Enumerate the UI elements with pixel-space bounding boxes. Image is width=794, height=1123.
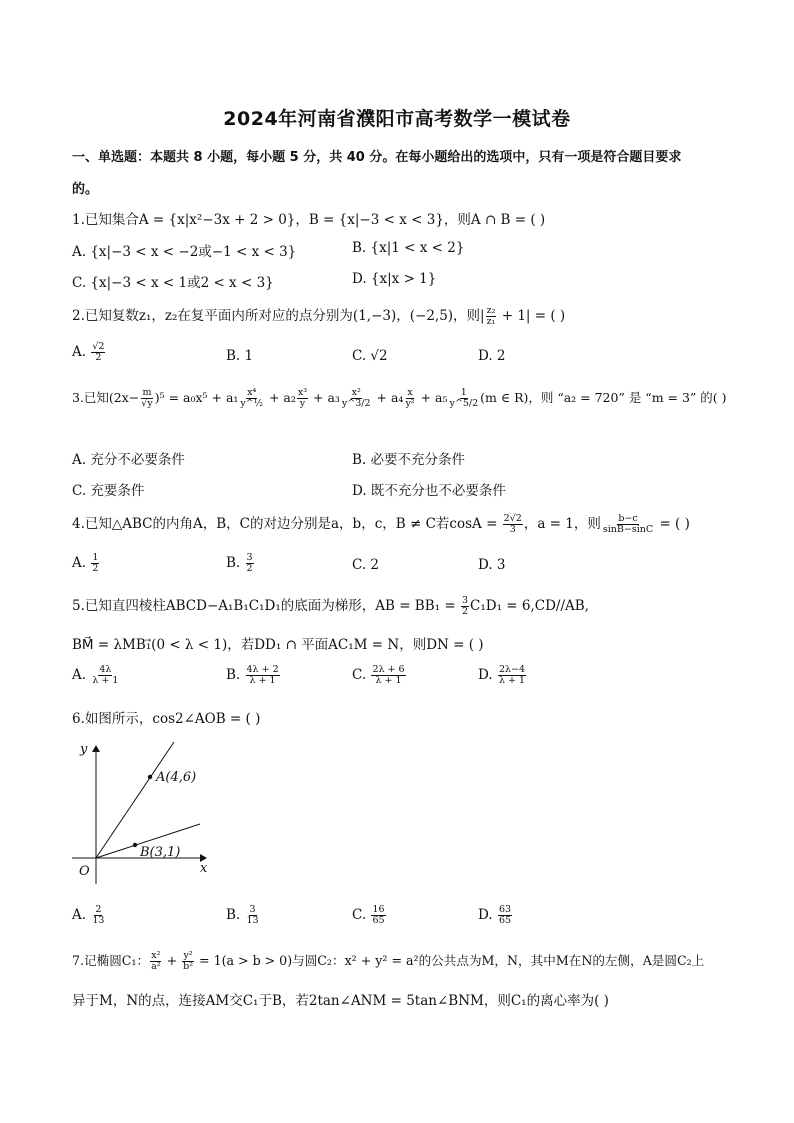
fraction-term-3: [341, 388, 372, 409]
question-4-option-d: D. 3: [478, 557, 506, 573]
question-3-stem: [72, 388, 727, 409]
question-7-part: +: [162, 953, 182, 968]
fraction-numerator: y²: [183, 950, 193, 961]
section-heading: 一、单选题：本题共 8 小题，每小题 5 分，共 40 分。在每小题给出的选项中，只有一项是符合题目要求: [72, 150, 682, 165]
fraction-denominator: λ + 1: [92, 675, 119, 686]
question-2-stem: [72, 304, 565, 327]
fraction-denominator: y²: [405, 398, 415, 409]
fraction-numerator: 3: [249, 904, 256, 915]
fraction-denominator: y: [299, 398, 306, 409]
option-fraction: [91, 665, 119, 686]
fraction-numerator: 4λ: [99, 664, 112, 675]
point-a: [148, 775, 152, 779]
fraction-denominator: y^5/2: [449, 398, 479, 409]
origin-label: O: [79, 864, 90, 879]
option-label: A.: [72, 907, 91, 923]
fraction-numerator: 2: [95, 904, 102, 915]
question-3-part: + a₂: [264, 390, 296, 405]
question-3-part: + a₄: [372, 390, 404, 405]
fraction-denominator: 2: [95, 352, 102, 363]
fraction-ratio: [602, 514, 654, 535]
option-fraction: [246, 553, 254, 574]
question-1-option-c: C. {x|−3 < x < 1或2 < x < 3}: [72, 275, 274, 291]
question-6-option-a: [72, 905, 106, 926]
question-4-part: 4.已知△ABC的内角A，B，C的对边分别是a，b，c，B ≠ C若cosA =: [72, 516, 502, 532]
fraction-numerator: 16: [372, 904, 385, 915]
question-2-option-b: B. 1: [226, 348, 254, 364]
question-1-stem: 1.已知集合A = {x|x²−3x + 2 > 0}，B = {x|−3 < x < 3}，则A ∩ B = ( ): [72, 212, 546, 228]
question-4-part: = ( ): [655, 516, 690, 532]
question-5-part: 5.已知直四棱柱ABCD−A₁B₁C₁D₁的底面为梯形，AB = BB₁ =: [72, 598, 460, 614]
fraction-cos-a: [503, 514, 523, 535]
fraction-denominator: √y: [141, 398, 153, 409]
question-3-option-d: D. 既不充分也不必要条件: [352, 483, 506, 499]
fraction-denominator: y^½: [240, 398, 263, 409]
fraction-denominator: λ + 1: [249, 675, 276, 686]
fraction-numerator: 2√2: [503, 513, 522, 524]
question-5-part: C₁D₁ = 6,CD//AB,: [470, 598, 589, 614]
angle-figure: [66, 736, 226, 886]
option-label: D.: [478, 907, 497, 923]
fraction-numerator: x: [407, 387, 413, 398]
question-5-option-d: [478, 665, 527, 686]
option-label: B.: [226, 555, 245, 571]
point-b: [133, 843, 137, 847]
question-6-option-c: [352, 905, 387, 926]
point-a-label: A(4,6): [156, 770, 197, 785]
question-5-option-b: [226, 665, 281, 686]
question-2-fraction: [486, 306, 497, 327]
question-3-option-a: A. 充分不必要条件: [72, 452, 185, 468]
question-7-stem-line2: 异于M，N的点，连接AM交C₁于B，若2tan∠ANM = 5tan∠BNM，则C₁的离心率为( ): [72, 993, 609, 1009]
fraction-denominator: 2: [246, 563, 253, 574]
question-6-option-b: [226, 905, 261, 926]
fraction-three-halves: [461, 596, 469, 617]
fraction-denominator: 3: [509, 524, 516, 535]
fraction-numerator: 3: [246, 552, 253, 563]
question-5-option-c: [352, 665, 407, 686]
question-5-stem: [72, 594, 589, 617]
fraction-numerator: 63: [498, 904, 512, 915]
question-3-option-c: C. 充要条件: [72, 483, 145, 499]
question-1-option-a: A. {x|−3 < x < −2或−1 < x < 3}: [72, 244, 297, 260]
question-1-option-b: B. {x|1 < x < 2}: [352, 240, 465, 256]
question-1-option-d: D. {x|x > 1}: [352, 271, 437, 287]
option-fraction: [246, 665, 280, 686]
fraction-numerator: x²: [151, 950, 161, 961]
fraction-denominator: 65: [498, 915, 512, 926]
fraction-denominator: b²: [183, 961, 194, 972]
fraction-numerator: x²: [351, 387, 361, 398]
fraction-denominator: sinB−sinC: [602, 524, 654, 535]
question-3-part: (m ∈ R)，则 “a₂ = 720” 是 “m = 3” 的( ): [480, 390, 727, 405]
fraction-numerator: b−c: [618, 513, 638, 524]
fraction-numerator: 2λ + 6: [372, 664, 405, 675]
fraction-x2-a2: [150, 951, 161, 972]
question-7-stem: [72, 950, 704, 972]
question-4-option-a: [72, 553, 100, 574]
fraction-denominator: 13: [246, 915, 259, 926]
fraction-numerator: m: [142, 387, 152, 398]
fraction-numerator: 4λ + 2: [246, 664, 279, 675]
section-heading-cont: 的。: [72, 182, 99, 197]
fraction-numerator: 1: [460, 387, 467, 398]
question-4-stem: [72, 512, 690, 535]
fraction-denominator: 2: [461, 606, 468, 617]
fraction-numerator: √2: [92, 341, 105, 352]
fraction-numerator: z₂: [486, 305, 496, 316]
question-3-part: )⁵ = a₀x⁵ + a₁: [154, 390, 239, 405]
option-label: C.: [352, 907, 371, 923]
option-fraction: [91, 342, 105, 363]
question-4-part: ，a = 1，则: [523, 516, 601, 532]
fraction-numerator: x³: [297, 387, 308, 398]
fraction-term-2: [297, 388, 308, 409]
question-2-stem-b: + 1| = ( ): [497, 308, 566, 324]
fraction-numerator: 2λ−4: [498, 664, 526, 675]
question-2-stem-a: 2.已知复数z₁，z₂在复平面内所对应的点分别为(1,−3)，(−2,5)，则|: [72, 308, 485, 324]
question-4-option-b: [226, 553, 255, 574]
question-7-part: 7.记椭圆C₁：: [72, 953, 150, 968]
fraction-term-1: [239, 388, 264, 409]
fraction-numerator: x⁴: [247, 387, 257, 398]
question-3-part: 3.已知(2x−: [72, 390, 140, 405]
fraction-denominator: λ + 1: [498, 675, 526, 686]
question-3-part: + a₃: [309, 390, 340, 405]
fraction-numerator: 3: [461, 595, 468, 606]
fraction-denominator: a²: [151, 961, 161, 972]
option-label: A.: [72, 555, 91, 571]
question-7-part: = 1(a > b > 0)与圆C₂：x² + y² = a²的公共点为M，N，其中M在N的左侧，A是圆C₂上: [195, 953, 705, 968]
option-fraction: [371, 665, 405, 686]
option-fraction: [371, 905, 385, 926]
question-2-option-a: [72, 342, 106, 363]
option-fraction: [91, 905, 105, 926]
question-6-option-d: [478, 905, 513, 926]
fraction-term-5: [449, 388, 480, 409]
fraction-term-4: [404, 388, 415, 409]
fraction-y2-b2: [182, 951, 194, 972]
question-5-stem-line2: BM⃗ = λMB₁⃗(0 < λ < 1)，若DD₁ ∩ 平面AC₁M = N，则DN = ( ): [72, 637, 484, 653]
option-fraction: [498, 665, 526, 686]
fraction-denominator: 2: [92, 563, 99, 574]
option-label: B.: [226, 667, 245, 683]
option-fraction: [246, 905, 260, 926]
option-label: D.: [478, 667, 497, 683]
question-3-option-b: B. 必要不充分条件: [352, 452, 466, 468]
option-label: B.: [226, 907, 245, 923]
question-2-option-d: D. 2: [478, 348, 506, 364]
question-2-option-c: C. √2: [352, 348, 388, 364]
option-label: A.: [72, 667, 91, 683]
fraction-denominator: 65: [372, 915, 385, 926]
option-fraction: [498, 905, 512, 926]
question-5-option-a: [72, 665, 120, 686]
option-fraction: [91, 553, 99, 574]
question-6-stem: 6.如图所示，cos2∠AOB = ( ): [72, 711, 261, 727]
option-label: C.: [352, 667, 371, 683]
point-b-label: B(3,1): [140, 845, 181, 860]
question-3-part: + a₅: [416, 390, 448, 405]
ray-oa: [96, 742, 174, 858]
fraction-denominator: 13: [92, 915, 105, 926]
question-4-option-c: C. 2: [352, 557, 380, 573]
fraction-numerator: 1: [92, 552, 99, 563]
fraction-denominator: z₁: [486, 316, 496, 327]
fraction-m-over-sqrt-y: [140, 388, 153, 409]
fraction-denominator: λ + 1: [375, 675, 402, 686]
y-axis-label: y: [80, 742, 88, 757]
x-axis-label: x: [200, 861, 208, 876]
option-label: A.: [72, 344, 91, 360]
page-title: 2024年河南省濮阳市高考数学一模试卷: [223, 108, 571, 130]
fraction-denominator: y^3/2: [341, 398, 371, 409]
